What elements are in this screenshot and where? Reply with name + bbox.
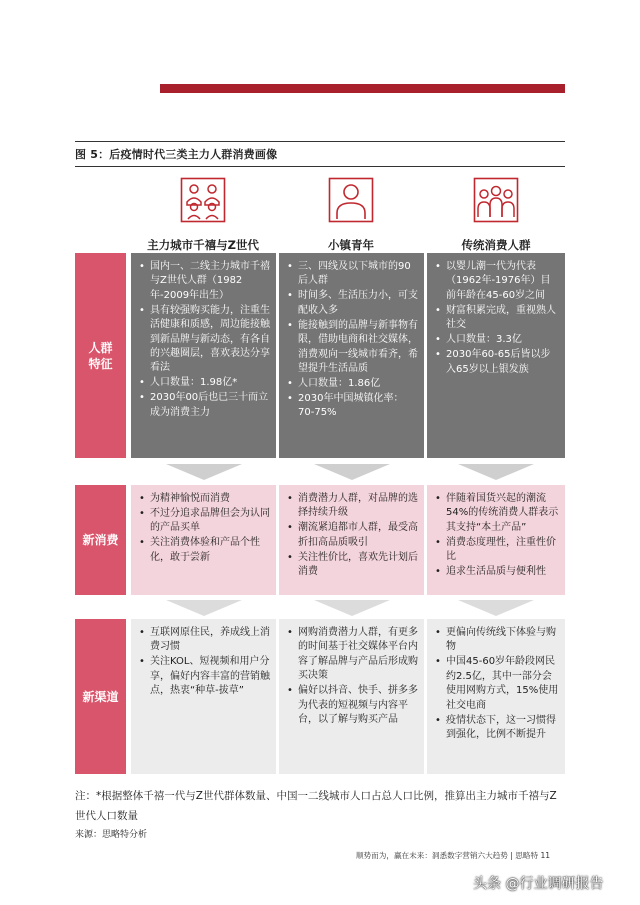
down-arrow-icon	[458, 464, 534, 480]
down-arrow-icon	[314, 464, 390, 480]
row-label-characteristics: 人群 特征	[75, 253, 126, 458]
bullet: • 互联网原住民，养成线上消费习惯	[137, 626, 270, 655]
source-note: 来源：思略特分析	[75, 830, 148, 840]
header-accent-bar	[160, 84, 565, 93]
figure-title: 图 5：后疫情时代三类主力人群消费画像	[75, 148, 278, 161]
down-arrow-icon	[458, 600, 534, 616]
persona-name: 小镇青年	[328, 238, 374, 252]
bullet: • 以婴儿潮一代为代表（1962年-1976年）目前年龄在45-60岁之间	[433, 260, 559, 303]
persona-traditional	[426, 177, 566, 253]
persona-name: 传统消费人群	[461, 238, 531, 252]
bullet: • 网购消费潜力人群，有更多的时间基于社交媒体平台内容了解品牌与产品后形成购买决策	[285, 626, 418, 684]
bullet: • 疫情状态下，这一习惯得到强化，比例不断提升	[433, 714, 559, 743]
single-person-icon	[328, 177, 374, 223]
bullet: • 人口数量：3.3亿	[433, 333, 559, 347]
group-of-three-people-icon	[473, 177, 519, 223]
page-footer: 顺势而为，赢在未来：洞悉数字营销六大趋势 | 思略特 11	[356, 851, 551, 860]
bullet: • 不过分追求品牌但会为认同的产品买单	[137, 507, 270, 536]
cell-characteristics-main-city	[131, 253, 276, 458]
bullet: • 消费态度理性，注重性价比	[433, 536, 559, 565]
row-label-new-channels: 新渠道	[75, 619, 126, 774]
bullet: • 时间多、生活压力小，可支配收入多	[285, 289, 418, 318]
persona-small-town	[278, 177, 424, 253]
bullet: • 中国45-60岁年龄段网民约2.5亿，其中一部分会使用网购方式，15%使用社交电商	[433, 655, 559, 713]
bullet: • 国内一、二线主力城市千禧与Z世代人群（1982年-2009年出生）	[137, 260, 270, 303]
bullet: • 追求生活品质与便利性	[433, 565, 559, 579]
cell-consumption-main-city	[131, 485, 276, 595]
bullet: • 更偏向传统线下体验与购物	[433, 626, 559, 655]
row-label-new-consumption: 新消费	[75, 485, 126, 595]
bullet: • 2030年中国城镇化率：70-75%	[285, 392, 418, 421]
bullet: • 能接触到的品牌与新事物有限，借助电商和社交媒体，消费观向一线城市看齐，希望提升生活品质	[285, 319, 418, 377]
cell-characteristics-small-town	[279, 253, 424, 458]
bullet: • 潮流紧追都市人群，最受高折扣高品质吸引	[285, 521, 418, 550]
title-bottom-rule	[75, 166, 565, 167]
bullet: • 2030年60-65后皆以步入65岁以上银发族	[433, 348, 559, 377]
down-arrow-icon	[314, 600, 390, 616]
bullet: • 三、四线及以下城市的90后人群	[285, 260, 418, 289]
bullet: • 关注KOL、短视频和用户分享，偏好内容丰富的营销触点，热衷“种草-拔草”	[137, 655, 270, 698]
bullet: • 消费潜力人群，对品牌的选择持续升级	[285, 492, 418, 521]
bullet: • 财富积累完成，重视熟人社交	[433, 304, 559, 333]
cell-channels-small-town	[279, 619, 424, 774]
bullet: • 人口数量：1.98亿*	[137, 376, 270, 390]
footnote: 注：*根据整体千禧一代与Z世代群体数量、中国一二线城市人口占总人口比例，推算出主力城市千禧与Z世代人口数量	[75, 790, 557, 822]
cell-channels-main-city	[131, 619, 276, 774]
bullet: • 偏好以抖音、快手、拼多多为代表的短视频与内容平台，以了解与购买产品	[285, 684, 418, 727]
persona-name: 主力城市千禧与Z世代	[147, 238, 259, 252]
cell-consumption-traditional	[427, 485, 565, 595]
bullet: • 为精神愉悦而消费	[137, 492, 270, 506]
title-top-rule	[75, 141, 565, 142]
bullet: • 关注消费体验和产品个性化，敢于尝新	[137, 536, 270, 565]
bullet: • 关注性价比，喜欢先计划后消费	[285, 551, 418, 580]
persona-main-city	[130, 177, 276, 253]
group-of-four-people-icon	[180, 177, 226, 223]
bullet: • 伴随着国货兴起的潮流54%的传统消费人群表示其支持“本土产品”	[433, 492, 559, 535]
bullet: • 具有较强购买能力，注重生活健康和质感，周边能接触到新品牌与新动态，有各自的兴趣圈层，喜欢表达分享看法	[137, 304, 270, 376]
bullet: • 2030年00后也已三十而立成为消费主力	[137, 391, 270, 420]
watermark: 头条 @行业调研报告	[473, 876, 604, 892]
cell-channels-traditional	[427, 619, 565, 774]
bullet: • 人口数量：1.86亿	[285, 377, 418, 391]
cell-consumption-small-town	[279, 485, 424, 595]
down-arrow-icon	[166, 464, 242, 480]
down-arrow-icon	[166, 600, 242, 616]
cell-characteristics-traditional	[427, 253, 565, 458]
